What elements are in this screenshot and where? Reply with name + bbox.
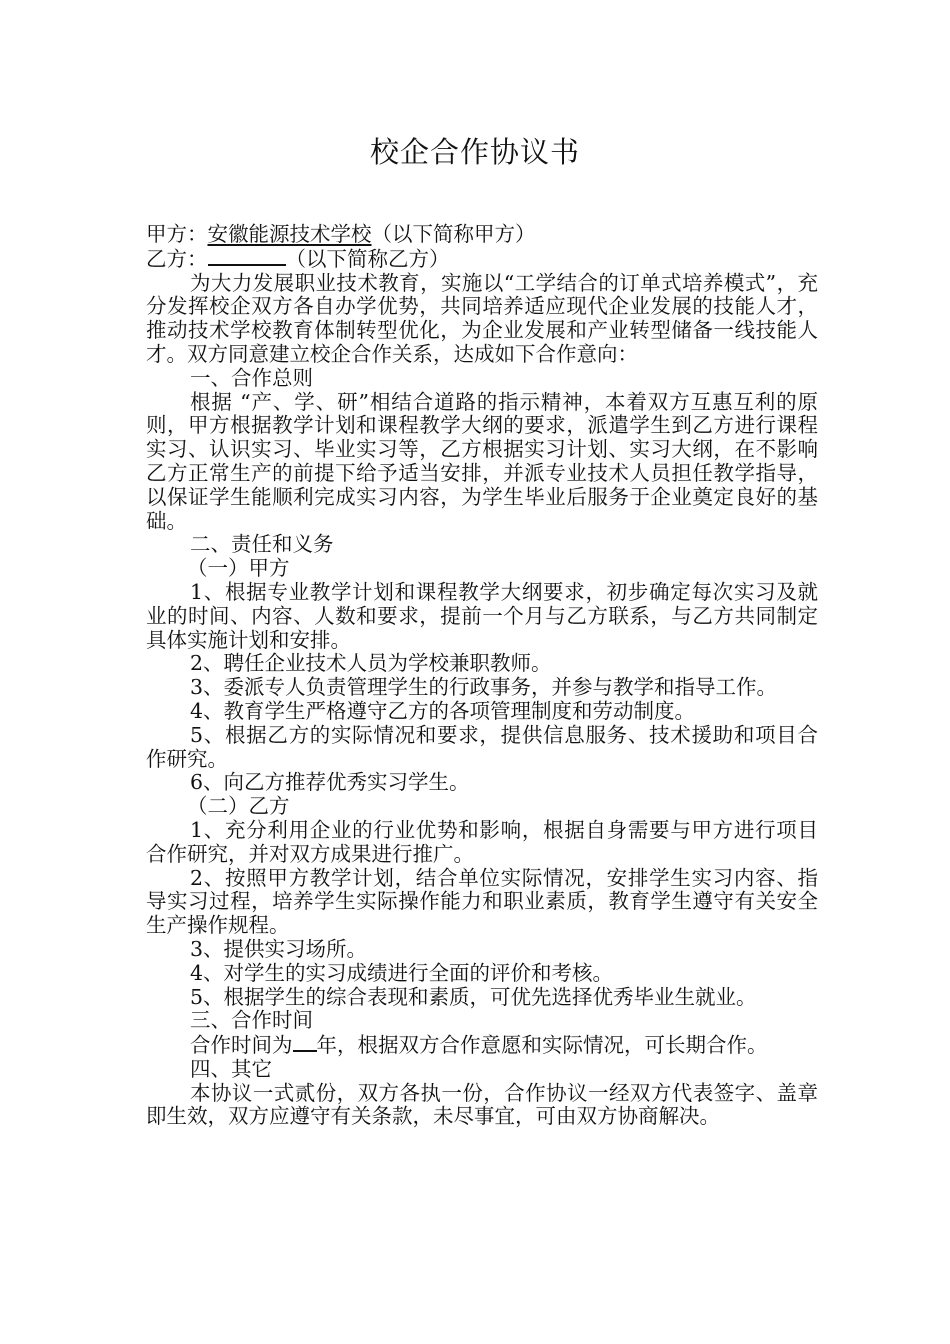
party-a-line — [146, 223, 818, 247]
party-b-duty-item: 3、提供实习场所。 — [190, 936, 368, 961]
party-a-duty-item: 3、委派专人负责管理学生的行政事务，并参与教学和指导工作。 — [190, 675, 778, 700]
cooperation-years-blank — [293, 1033, 317, 1052]
section-3-heading: 三、合作时间 — [190, 1008, 313, 1033]
party-a-label: 甲方： — [146, 222, 208, 246]
cooperation-term-after: 年，根据双方合作意愿和实际情况，可长期合作。 — [316, 1033, 768, 1058]
document-title: 校企合作协议书 — [369, 135, 580, 169]
party-b-duties-heading: （二）乙方 — [187, 794, 290, 819]
party-a-duty-item: 4、教育学生严格遵守乙方的各项管理制度和劳动制度。 — [190, 698, 696, 723]
party-b-duty-item: 2、按照甲方教学计划，结合单位实际情况，安排学生实习内容、指导实习过程，培养学生实际操作能力和职业素质，教育学生遵守有关安全生产操作规程。 — [146, 865, 818, 938]
party-b-duty-item: 5、根据学生的综合表现和素质，可优先选择优秀毕业生就业。 — [190, 984, 757, 1009]
party-b-name-blank — [208, 247, 286, 266]
party-a-suffix: （以下简称甲方） — [371, 222, 536, 246]
intro-paragraph: 为大力发展职业技术教育，实施以“工学结合的订单式培养模式”，充分发挥校企双方各自办学优势，共同培养适应现代企业发展的技能人才，推动技术学校教育体制转型优化，为企业发展和产业转型储备一线技能人才。双方同意建立校企合作关系，达成如下合作意向： — [146, 270, 818, 366]
section-4-text: 本协议一式贰份，双方各执一份，合作协议一经双方代表签字、盖章即生效，双方应遵守有关条款，未尽事宜，可由双方协商解决。 — [146, 1080, 818, 1129]
party-a-duty-item: 5、根据乙方的实际情况和要求，提供信息服务、技术援助和项目合作研究。 — [146, 722, 818, 771]
section-2-heading: 二、责任和义务 — [190, 532, 334, 557]
party-a-duties-heading: （一）甲方 — [187, 556, 290, 581]
party-b-line — [146, 247, 818, 272]
section-1-heading: 一、合作总则 — [190, 365, 313, 390]
section-1-text: 根据 “产、学、研”相结合道路的指示精神，本着双方互惠互利的原则，甲方根据教学计划和课程教学大纲的要求，派遣学生到乙方进行课程实习、认识实习、毕业实习等，乙方根据实习计划、实习大纲，在不影响乙方正常生产的前提下给予适当安排，并派专业技术人员担任教学指导，以保证学生能顺利完成实习内容，为学生毕业后服务于企业奠定良好的基础。 — [146, 389, 818, 533]
party-b-duty-item: 1、充分利用企业的行业优势和影响，根据自身需要与甲方进行项目合作研究，并对双方成果进行推广。 — [146, 817, 818, 866]
party-a-duty-item: 6、向乙方推荐优秀实习学生。 — [190, 770, 470, 795]
document-body — [146, 223, 818, 1129]
section-4-heading: 四、其它 — [190, 1056, 272, 1081]
party-a-duty-item: 1、根据专业教学计划和课程教学大纲要求，初步确定每次实习及就业的时间、内容、人数和要求，提前一个月与乙方联系，与乙方共同制定具体实施计划和安排。 — [146, 579, 818, 652]
cooperation-term-before: 合作时间为 — [190, 1033, 293, 1058]
party-a-name: 安徽能源技术学校 — [207, 222, 372, 246]
party-b-label: 乙方： — [146, 246, 208, 271]
party-b-duty-item: 4、对学生的实习成绩进行全面的评价和考核。 — [190, 960, 614, 985]
party-b-suffix: （以下简称乙方） — [285, 246, 450, 271]
party-a-duty-item: 2、聘任企业技术人员为学校兼职教师。 — [190, 651, 552, 676]
section-3-text — [146, 1033, 818, 1058]
